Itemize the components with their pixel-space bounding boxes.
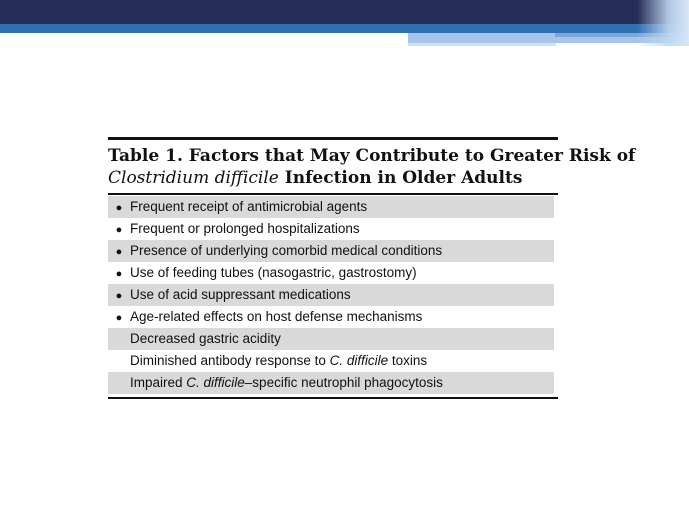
subrow-text bbox=[108, 375, 443, 390]
table-header-rule bbox=[108, 193, 558, 195]
row-text: Frequent or prolonged hospitalizations bbox=[130, 221, 360, 236]
subrow-text-post: –specific neutrophil phagocytosis bbox=[244, 375, 443, 390]
row-text: Use of feeding tubes (nasogastric, gastrostomy) bbox=[130, 265, 417, 280]
table-subrow bbox=[108, 372, 554, 394]
table-row bbox=[108, 284, 554, 306]
table-subrow bbox=[108, 350, 554, 372]
table-title-organism: Clostridium difficile bbox=[108, 168, 279, 188]
table-row bbox=[108, 218, 554, 240]
table-title-line1: Table 1. Factors that May Contribute to Greater Risk of bbox=[108, 146, 636, 166]
table-row bbox=[108, 306, 554, 328]
row-text: Frequent receipt of antimicrobial agents bbox=[130, 199, 368, 214]
header-banner-dark bbox=[0, 0, 689, 24]
table-row bbox=[108, 262, 554, 284]
table-title-line2-rest: Infection in Older Adults bbox=[278, 168, 523, 188]
bullet-icon: ● bbox=[115, 202, 123, 214]
subrow-text-pre: Diminished antibody response to bbox=[130, 353, 330, 368]
header-banner-stripe bbox=[408, 43, 556, 46]
subrow-text bbox=[108, 353, 427, 368]
row-text: Use of acid suppressant medications bbox=[130, 287, 351, 302]
table-subrow bbox=[108, 328, 554, 350]
header-banner-blue bbox=[0, 24, 689, 33]
table-row bbox=[108, 240, 554, 262]
table-bottom-rule bbox=[108, 397, 558, 399]
table-row bbox=[108, 196, 554, 218]
bullet-icon: ● bbox=[115, 290, 123, 302]
row-text: Age-related effects on host defense mechanisms bbox=[130, 309, 423, 324]
row-text: Presence of underlying comorbid medical conditions bbox=[130, 243, 443, 258]
table-title bbox=[108, 140, 636, 189]
subrow-organism: C. difficile bbox=[186, 375, 245, 390]
table-title-line2 bbox=[108, 167, 558, 189]
table-rows bbox=[108, 196, 558, 394]
bullet-icon: ● bbox=[115, 224, 123, 236]
risk-factors-table bbox=[108, 137, 636, 399]
subrow-text-pre: Impaired bbox=[130, 375, 187, 390]
subrow-organism: C. difficile bbox=[329, 353, 389, 368]
subrow-text-post: toxins bbox=[388, 353, 428, 368]
bullet-icon: ● bbox=[115, 246, 123, 258]
bullet-icon: ● bbox=[115, 312, 123, 324]
subrow-text: Decreased gastric acidity bbox=[130, 331, 281, 346]
bullet-icon: ● bbox=[115, 268, 123, 280]
header-banner-fade bbox=[637, 0, 689, 46]
